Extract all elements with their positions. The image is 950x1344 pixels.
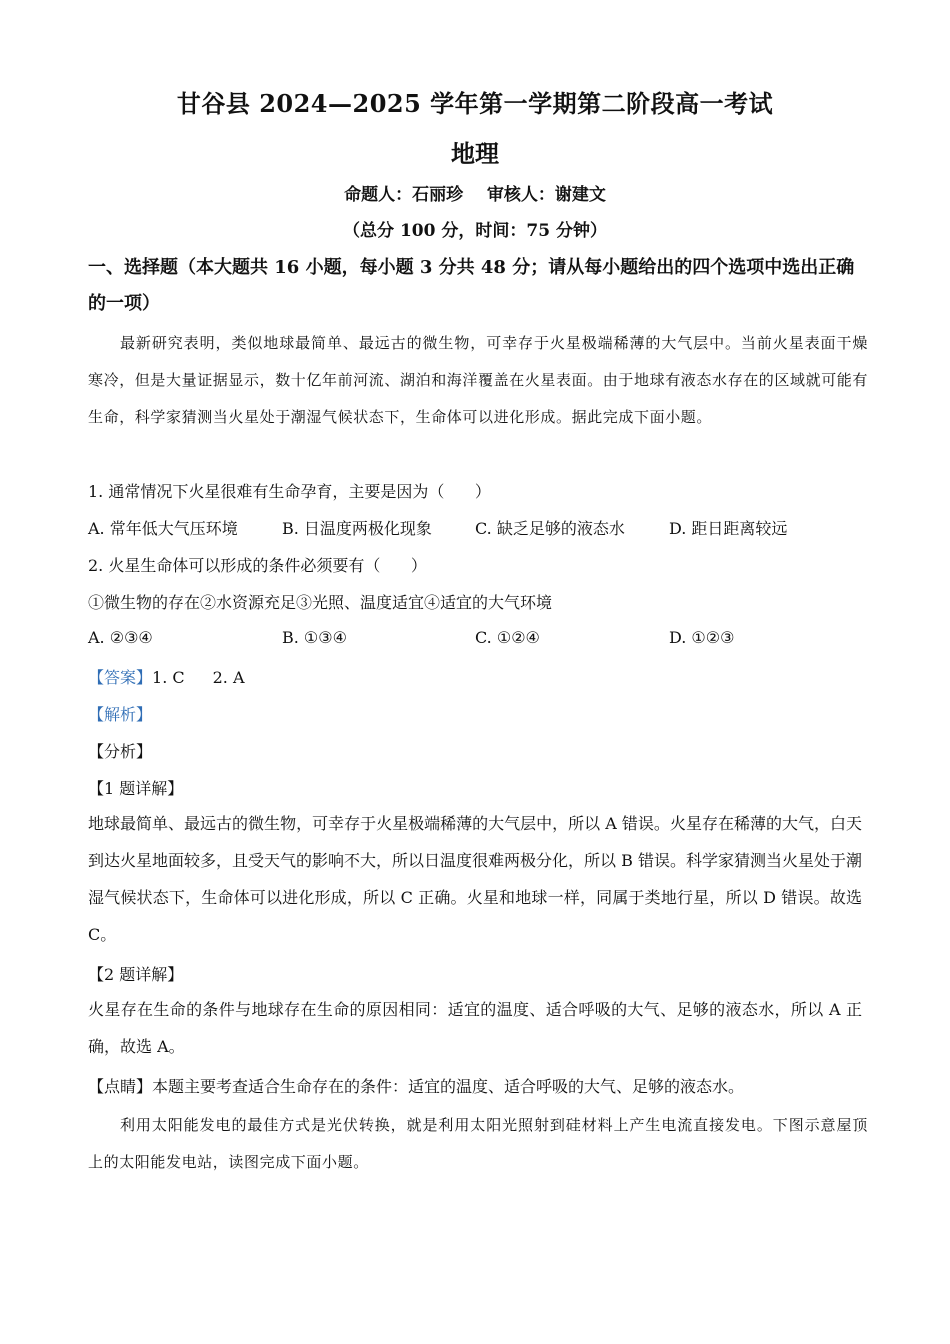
question-2-conditions: ①微生物的存在②水资源充足③光照、温度适宜④适宜的大气环境 <box>88 593 553 612</box>
q1-option-b: B. 日温度两极化现象 <box>282 519 432 538</box>
answer-1: 1. C <box>152 668 185 687</box>
dianjing-note: 【点睛】本题主要考查适合生命存在的条件：适宜的温度、适合呼吸的大气、足够的液态水。 <box>88 1077 745 1096</box>
reading-passage-1: 最新研究表明，类似地球最简单、最远古的微生物，可幸存于火星极端稀薄的大气层中。当前火星表面干燥寒冷，但是大量证据显示，数十亿年前河流、湖泊和海洋覆盖在火星表面。由于地球有液态水存在的区域就可能有生命，科学家猜测当火星处于潮湿气候状态下，生命体可以进化形成。据此完成下面小题。 <box>88 334 869 426</box>
fenxi-label: 【分析】 <box>88 742 153 761</box>
q1-option-a: A. 常年低大气压环境 <box>88 519 238 538</box>
detail-2-text: 火星存在生命的条件与地球存在生命的原因相同：适宜的温度、适合呼吸的大气、足够的液态水，所以 A 正确，故选 A。 <box>88 1000 862 1056</box>
subject-title: 地理 <box>451 139 499 168</box>
authors-line: 命题人：石丽珍 审核人：谢建文 <box>344 185 606 205</box>
detail-1-label: 【1 题详解】 <box>88 779 184 798</box>
score-time-line: （总分 100 分，时间：75 分钟） <box>343 221 607 241</box>
q2-option-a: A. ②③④ <box>88 628 153 647</box>
exam-title: 甘谷县 2024—2025 学年第一学期第二阶段高一考试 <box>176 89 774 118</box>
answer-tag: 【答案】 <box>88 668 153 687</box>
answer-line <box>88 665 245 688</box>
question-2-options <box>88 628 868 652</box>
section-heading: 一、选择题（本大题共 16 小题，每小题 3 分共 48 分；请从每小题给出的四个选项中选出正确的一项） <box>88 257 855 314</box>
detail-2-label: 【2 题详解】 <box>88 965 184 984</box>
question-2-stem: 2. 火星生命体可以形成的条件必须要有（ ） <box>88 556 427 575</box>
question-1-stem: 1. 通常情况下火星很难有生命孕育，主要是因为（ ） <box>88 482 491 501</box>
question-1-options <box>88 516 868 540</box>
q1-option-c: C. 缺乏足够的液态水 <box>475 519 625 538</box>
q2-option-c: C. ①②④ <box>475 628 540 647</box>
q2-option-b: B. ①③④ <box>282 628 347 647</box>
reading-passage-2: 利用太阳能发电的最佳方式是光伏转换，就是利用太阳光照射到硅材料上产生电流直接发电。下图示意屋顶上的太阳能发电站，读图完成下面小题。 <box>88 1116 868 1171</box>
analysis-tag: 【解析】 <box>88 705 153 724</box>
q1-option-d: D. 距日距离较远 <box>669 519 788 538</box>
detail-1-text: 地球最简单、最远古的微生物，可幸存于火星极端稀薄的大气层中，所以 A 错误。火星存在稀薄的大气，白天到达火星地面较多，且受天气的影响不大，所以日温度很难两极分化，所以 B 错误。科学家猜测当火星处于潮湿气候状态下，生命体可以进化形成，所以 C 正确。火星和地球一样，同属于类地行星，所以 D 错误。故选 C。 <box>88 814 862 944</box>
q2-option-d: D. ①②③ <box>669 628 735 647</box>
answer-2: 2. A <box>212 668 245 687</box>
